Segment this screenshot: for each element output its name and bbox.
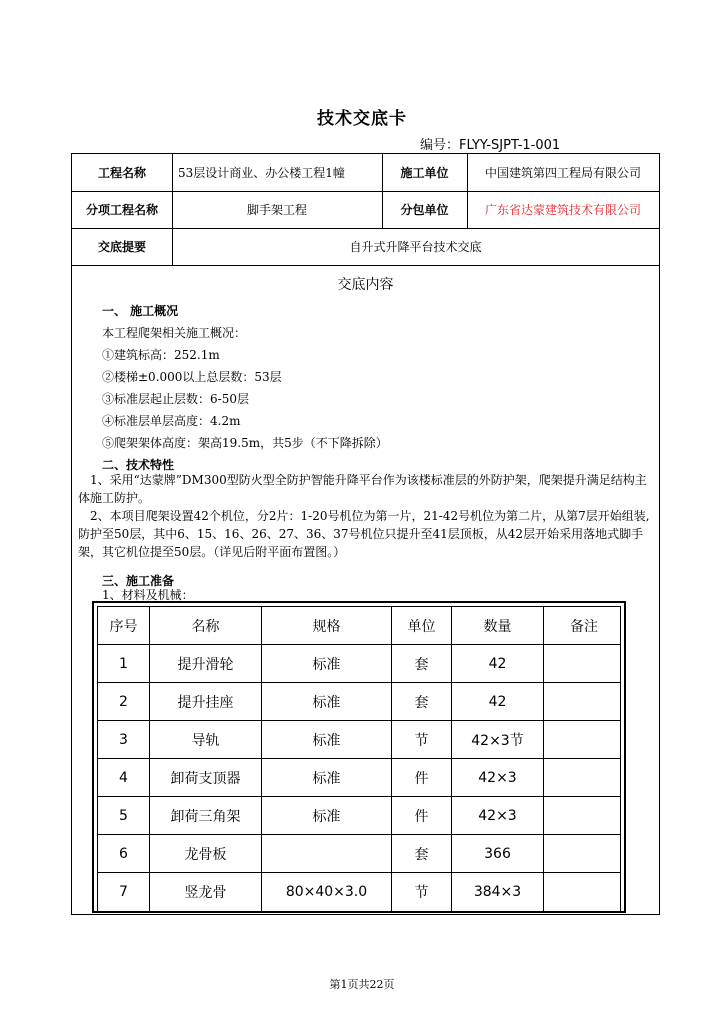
table-row	[98, 797, 620, 835]
table-cell: 标准	[262, 797, 392, 834]
table-cell: 提升挂座	[150, 683, 262, 720]
page-footer: 第1页共22页	[329, 978, 395, 991]
table-cell: 卸荷三角架	[150, 797, 262, 834]
column-header: 规格	[262, 607, 392, 644]
table-row	[98, 873, 620, 911]
table-cell: 节	[392, 721, 452, 758]
section-1-title: 一、 施工概况	[102, 304, 179, 318]
project-name-value: 53层设计商业、办公楼工程1幢	[178, 166, 345, 180]
table-cell: 标准	[262, 683, 392, 720]
table-cell: 384×3	[452, 873, 544, 911]
overview-item: ⑤爬架架体高度：架高19.5m，共5步（不下降拆除）	[102, 436, 388, 450]
table-cell: 节	[392, 873, 452, 911]
summary-value: 自升式升降平台技术交底	[349, 240, 482, 254]
table-cell	[544, 721, 624, 758]
table-cell: 标准	[262, 645, 392, 682]
table-row	[98, 759, 620, 797]
disclosure-form	[71, 153, 660, 915]
section-2-paragraph-1: 1、采用“达蒙牌”DM300型防火型全防护智能升降平台作为该楼标准层的外防护架，爬架提升满足结构主体施工防护。	[78, 473, 647, 505]
section-1-intro: 本工程爬架相关施工概况：	[102, 326, 247, 340]
materials-table	[92, 601, 626, 913]
table-row	[98, 721, 620, 759]
column-header: 单位	[392, 607, 452, 644]
section-2-paragraph-2: 2、本项目爬架设置42个机位，分2片：1-20号机位为第一片，21-42号机位为第二片，从第7层开始组装,防护至50层，其中6、15、16、26、27、36、37号机位只提升至41层顶板，从42层开始采用落地式脚手架，其它机位提至50层。（详见后附平面布置图。）	[78, 509, 650, 559]
table-cell: 套	[392, 683, 452, 720]
column-header: 数量	[452, 607, 544, 644]
table-cell: 竖龙骨	[150, 873, 262, 911]
table-cell: 42×3节	[452, 721, 544, 758]
sub-project-value: 脚手架工程	[246, 203, 307, 217]
sub-project-label: 分项工程名称	[85, 203, 158, 217]
document-title: 技术交底卡	[317, 109, 407, 129]
subcontractor-value: 广东省达蒙建筑技术有限公司	[484, 203, 641, 217]
column-header: 备注	[570, 618, 598, 635]
table-cell: 42	[452, 683, 544, 720]
table-cell: 提升滑轮	[150, 645, 262, 682]
table-cell: 件	[392, 797, 452, 834]
table-row	[98, 835, 620, 873]
table-cell	[544, 797, 624, 834]
table-cell: 2	[98, 683, 150, 720]
overview-item: ①建筑标高：252.1m	[102, 348, 220, 362]
column-header: 序号	[98, 607, 150, 644]
table-cell: 42×3	[452, 759, 544, 796]
table-cell: 4	[98, 759, 150, 796]
table-row	[98, 645, 620, 683]
overview-item: ②楼梯±0.000以上总层数：53层	[102, 370, 282, 384]
section-3-subtitle: 1、材料及机械：	[102, 588, 194, 602]
overview-item: ③标准层起止层数：6-50层	[102, 392, 249, 406]
table-cell: 龙骨板	[150, 835, 262, 872]
table-cell	[544, 835, 624, 872]
contractor-value: 中国建筑第四工程局有限公司	[484, 166, 641, 180]
table-cell: 1	[98, 645, 150, 682]
table-cell: 导轨	[150, 721, 262, 758]
table-cell	[544, 759, 624, 796]
table-cell: 6	[98, 835, 150, 872]
table-cell: 套	[392, 835, 452, 872]
column-header: 名称	[150, 607, 262, 644]
table-header-row	[98, 607, 620, 645]
table-cell: 卸荷支顶器	[150, 759, 262, 796]
section-3-title: 三、施工准备	[102, 574, 175, 588]
table-cell: 3	[98, 721, 150, 758]
table-cell	[262, 835, 392, 872]
subcontractor-label: 分包单位	[400, 203, 449, 217]
table-cell: 7	[98, 873, 150, 911]
table-cell: 标准	[262, 721, 392, 758]
section-2-title: 二、技术特性	[102, 458, 175, 472]
table-cell: 80×40×3.0	[262, 873, 392, 911]
table-cell: 366	[452, 835, 544, 872]
table-cell	[544, 645, 624, 682]
document-number: 编号：FLYY-SJPT-1-001	[420, 138, 561, 153]
content-heading: 交底内容	[337, 277, 394, 293]
table-cell	[544, 873, 624, 911]
table-cell: 标准	[262, 759, 392, 796]
project-name-label: 工程名称	[97, 166, 146, 180]
table-cell: 5	[98, 797, 150, 834]
overview-item: ④标准层单层高度：4.2m	[102, 414, 241, 428]
table-cell	[544, 683, 624, 720]
table-row	[98, 683, 620, 721]
contractor-label: 施工单位	[400, 166, 449, 180]
table-cell: 套	[392, 645, 452, 682]
table-cell: 42	[452, 645, 544, 682]
summary-label: 交底提要	[97, 240, 146, 254]
table-cell: 件	[392, 759, 452, 796]
table-cell: 42×3	[452, 797, 544, 834]
